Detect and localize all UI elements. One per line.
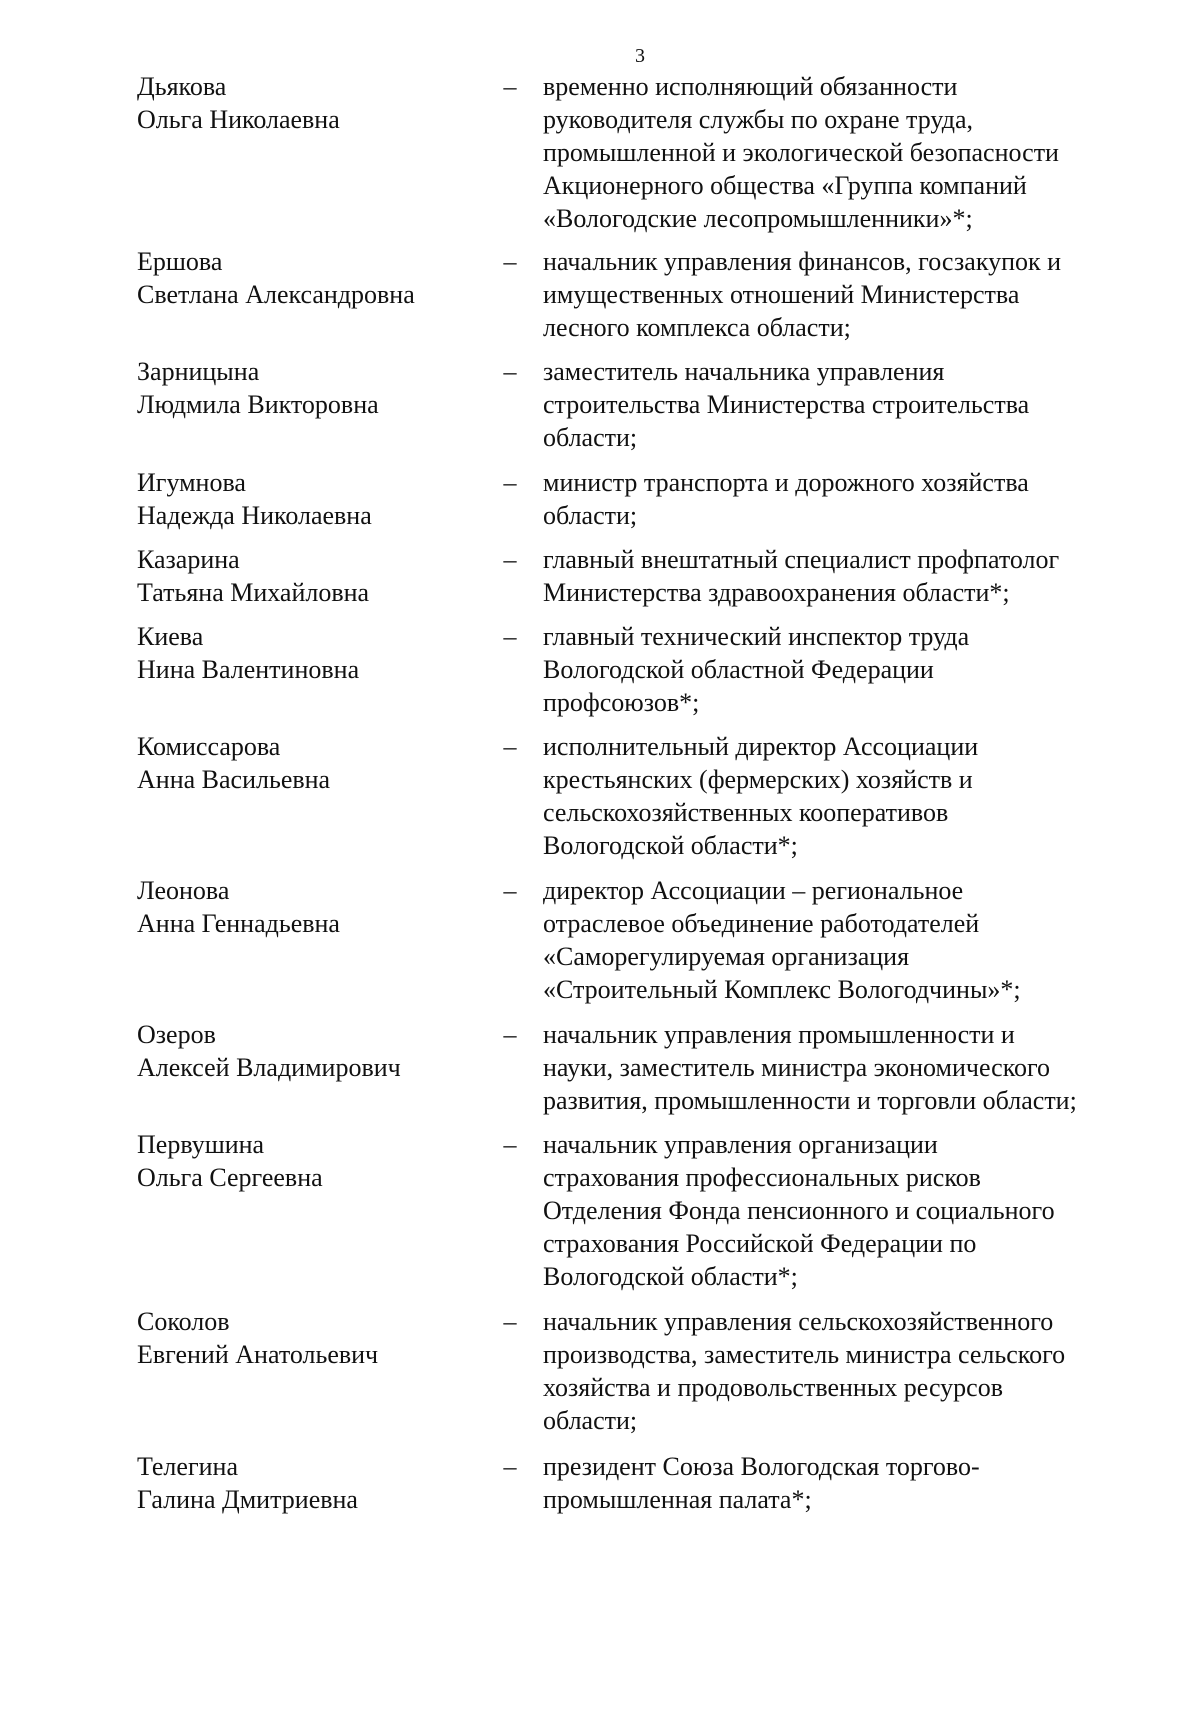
- position-line: временно исполняющий обязанности: [543, 72, 958, 101]
- position-line: страхования Российской Федерации по: [543, 1229, 977, 1258]
- member-surname: Ершова: [137, 247, 223, 276]
- member-surname: Соколов: [137, 1307, 230, 1336]
- member-given-names: Нина Валентиновна: [137, 655, 360, 684]
- position-line: «Саморегулируемая организация: [543, 942, 910, 971]
- member-name: [137, 543, 477, 609]
- member-given-names: Светлана Александровна: [137, 280, 415, 309]
- position-line: главный технический инспектор труда: [543, 622, 970, 651]
- member-surname: Дьякова: [137, 72, 227, 101]
- member-given-names: Татьяна Михайловна: [137, 578, 370, 607]
- member-name: [137, 874, 477, 940]
- position-line: министр транспорта и дорожного хозяйства: [543, 468, 1029, 497]
- member-given-names: Евгений Анатольевич: [137, 1340, 379, 1369]
- member-position: [543, 1128, 1143, 1293]
- member-surname: Казарина: [137, 545, 240, 574]
- position-line: главный внештатный специалист профпатолог: [543, 545, 1060, 574]
- position-line: директор Ассоциации – региональное: [543, 876, 964, 905]
- position-line: начальник управления финансов, госзакупок и: [543, 247, 1062, 276]
- member-position: [543, 620, 1143, 719]
- entry-dash: –: [503, 72, 517, 101]
- member-surname: Первушина: [137, 1130, 265, 1159]
- member-given-names: Надежда Николаевна: [137, 501, 372, 530]
- member-given-names: Анна Васильевна: [137, 765, 331, 794]
- member-position: [543, 1450, 1143, 1516]
- position-line: «Вологодские лесопромышленники»*;: [543, 204, 973, 233]
- position-line: Отделения Фонда пенсионного и социального: [543, 1196, 1055, 1225]
- member-surname: Игумнова: [137, 468, 246, 497]
- member-surname: Зарницына: [137, 357, 260, 386]
- member-name: [137, 730, 477, 796]
- position-line: производства, заместитель министра сельского: [543, 1340, 1066, 1369]
- entry-dash: –: [503, 732, 517, 761]
- entry-dash: –: [503, 357, 517, 386]
- member-position: [543, 730, 1143, 862]
- member-name: [137, 355, 477, 421]
- position-line: Министерства здравоохранения области*;: [543, 578, 1010, 607]
- position-line: президент Союза Вологодская торгово-: [543, 1452, 980, 1481]
- member-name: [137, 1305, 477, 1371]
- member-position: [543, 1305, 1143, 1437]
- position-line: хозяйства и продовольственных ресурсов: [543, 1373, 1003, 1402]
- position-line: Вологодской области*;: [543, 831, 798, 860]
- member-given-names: Галина Дмитриевна: [137, 1485, 358, 1514]
- position-line: «Строительный Комплекс Вологодчины»*;: [543, 975, 1021, 1004]
- member-surname: Телегина: [137, 1452, 238, 1481]
- member-name: [137, 466, 477, 532]
- position-line: исполнительный директор Ассоциации: [543, 732, 979, 761]
- member-given-names: Ольга Николаевна: [137, 105, 340, 134]
- position-line: начальник управления сельскохозяйственного: [543, 1307, 1054, 1336]
- entry-dash: –: [503, 1452, 517, 1481]
- member-position: [543, 70, 1143, 235]
- page-number: 3: [635, 45, 645, 67]
- position-line: страхования профессиональных рисков: [543, 1163, 981, 1192]
- member-name: [137, 620, 477, 686]
- member-surname: Комиссарова: [137, 732, 281, 761]
- position-line: области;: [543, 423, 638, 452]
- position-line: крестьянских (фермерских) хозяйств и: [543, 765, 973, 794]
- position-line: промышленной и экологической безопасности: [543, 138, 1059, 167]
- position-line: начальник управления организации: [543, 1130, 938, 1159]
- member-surname: Озеров: [137, 1020, 216, 1049]
- member-surname: Леонова: [137, 876, 230, 905]
- member-surname: Киева: [137, 622, 204, 651]
- member-given-names: Алексей Владимирович: [137, 1053, 401, 1082]
- member-position: [543, 466, 1143, 532]
- member-name: [137, 1450, 477, 1516]
- position-line: Вологодской области*;: [543, 1262, 798, 1291]
- member-position: [543, 245, 1143, 344]
- member-position: [543, 355, 1143, 454]
- position-line: профсоюзов*;: [543, 688, 700, 717]
- position-line: строительства Министерства строительства: [543, 390, 1030, 419]
- position-line: имущественных отношений Министерства: [543, 280, 1020, 309]
- entry-dash: –: [503, 876, 517, 905]
- position-line: развития, промышленности и торговли области;: [543, 1086, 1077, 1115]
- position-line: науки, заместитель министра экономического: [543, 1053, 1051, 1082]
- member-position: [543, 543, 1143, 609]
- entry-dash: –: [503, 1307, 517, 1336]
- position-line: заместитель начальника управления: [543, 357, 945, 386]
- entry-dash: –: [503, 1130, 517, 1159]
- entry-dash: –: [503, 468, 517, 497]
- member-given-names: Ольга Сергеевна: [137, 1163, 323, 1192]
- position-line: сельскохозяйственных кооперативов: [543, 798, 949, 827]
- position-line: лесного комплекса области;: [543, 313, 851, 342]
- member-name: [137, 70, 477, 136]
- entry-dash: –: [503, 247, 517, 276]
- member-name: [137, 245, 477, 311]
- position-line: отраслевое объединение работодателей: [543, 909, 980, 938]
- member-position: [543, 874, 1143, 1006]
- member-given-names: Людмила Викторовна: [137, 390, 379, 419]
- member-given-names: Анна Геннадьевна: [137, 909, 340, 938]
- member-position: [543, 1018, 1143, 1117]
- member-name: [137, 1128, 477, 1194]
- position-line: области;: [543, 1406, 638, 1435]
- position-line: Акционерного общества «Группа компаний: [543, 171, 1027, 200]
- position-line: начальник управления промышленности и: [543, 1020, 1015, 1049]
- entry-dash: –: [503, 1020, 517, 1049]
- member-name: [137, 1018, 477, 1084]
- position-line: Вологодской областной Федерации: [543, 655, 934, 684]
- position-line: области;: [543, 501, 638, 530]
- position-line: руководителя службы по охране труда,: [543, 105, 974, 134]
- position-line: промышленная палата*;: [543, 1485, 812, 1514]
- entry-dash: –: [503, 545, 517, 574]
- entry-dash: –: [503, 622, 517, 651]
